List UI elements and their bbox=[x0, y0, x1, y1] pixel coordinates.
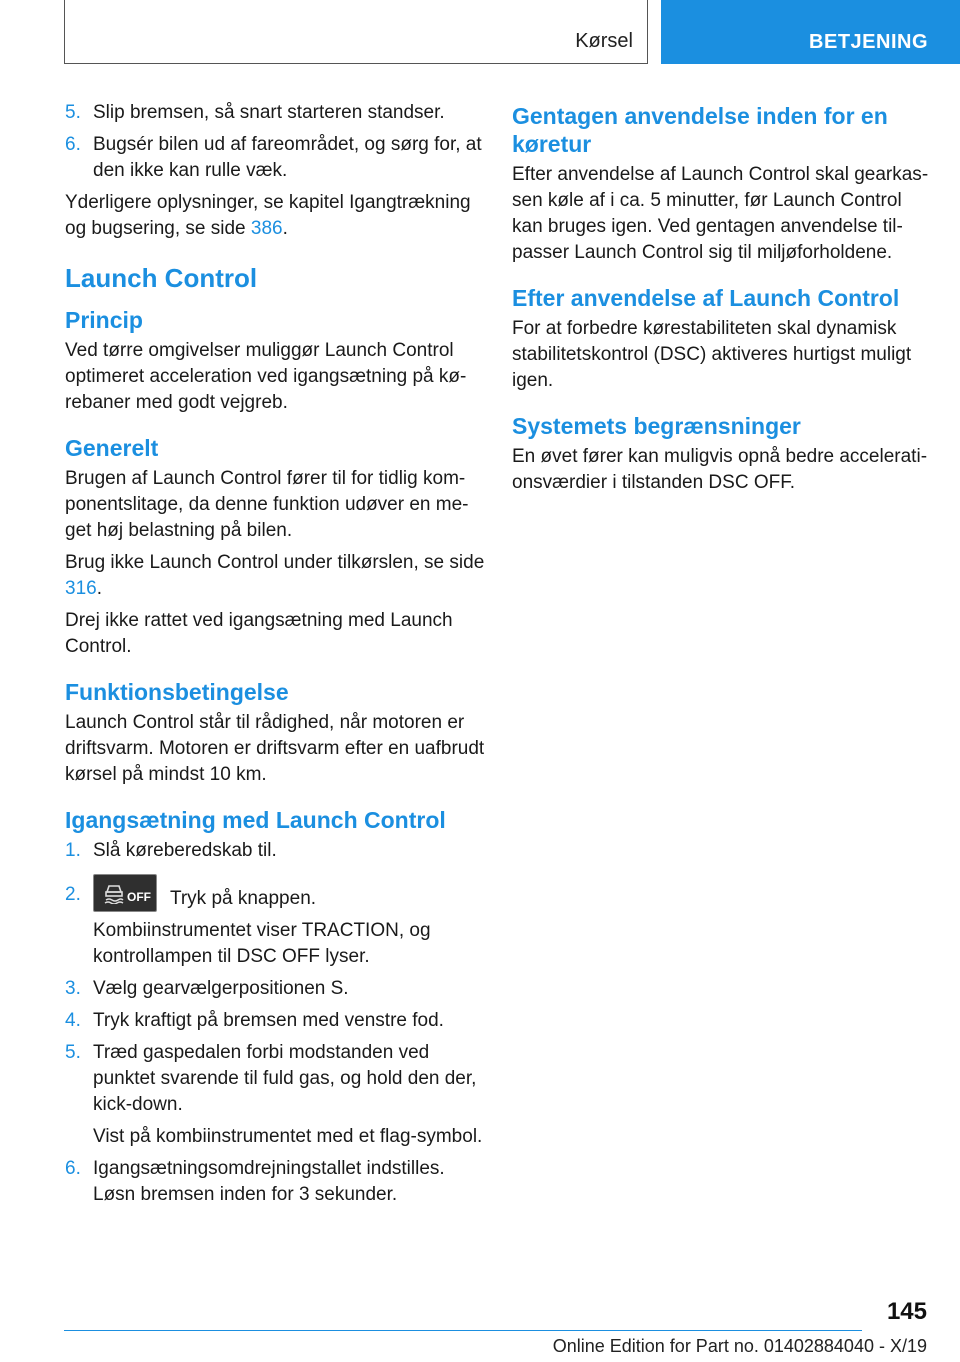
step-number: 6. bbox=[65, 1158, 81, 1179]
step-text: Tryk på knappen. bbox=[169, 888, 317, 909]
princip-text: Ved tørre omgivelser muliggør Launch Control optimeret acceleration ved igangsætning på kørebaner med godt vejgreb. bbox=[65, 340, 467, 413]
header-chapter-tab bbox=[661, 0, 960, 64]
begraensninger-text: En øvet fører kan muligvis opnå bedre accelerationsværdier i tilstanden DSC OFF. bbox=[512, 446, 928, 493]
step-item bbox=[65, 838, 485, 864]
generelt-text-2-body: Brug ikke Launch Control under tilkørslen, se side bbox=[65, 552, 485, 573]
dsc-off-button-icon bbox=[93, 874, 157, 912]
step-item bbox=[65, 1156, 485, 1208]
footer bbox=[0, 1336, 960, 1357]
step-text: Vælg gearvælgerpositionen S. bbox=[93, 978, 349, 999]
step-item bbox=[65, 976, 485, 1002]
step-item bbox=[65, 132, 485, 184]
step-text: Slip bremsen, så snart starteren standser. bbox=[93, 102, 445, 123]
step-number: 4. bbox=[65, 1010, 81, 1031]
page-number: 145 bbox=[886, 1298, 927, 1325]
section-title: Launch Control bbox=[65, 263, 258, 293]
footer-divider bbox=[64, 1330, 862, 1331]
step-item bbox=[65, 100, 485, 126]
step-number: 3. bbox=[65, 978, 81, 999]
step-text: Træd gaspedalen forbi modstanden ved punktet svarende til fuld gas, og hold den der, kick-down. bbox=[93, 1042, 477, 1115]
step-item bbox=[65, 1040, 485, 1118]
page-link-386[interactable]: 386 bbox=[250, 218, 283, 239]
step-text: Bugsér bilen ud af fareområdet, og sørg for, at den ikke kan rulle væk. bbox=[93, 134, 482, 181]
footer-edition: Online Edition for Part no. 01402884040 - X/19 bbox=[552, 1336, 927, 1356]
step-text: Slå køreberedskab til. bbox=[93, 840, 277, 861]
heading-gentagen: Gentagen anvendelse inden for en køretur bbox=[512, 103, 888, 157]
generelt-text-2-end: . bbox=[96, 578, 102, 599]
heading-princip: Princip bbox=[65, 307, 143, 333]
reference-note-text: Yderligere oplysninger, se kapitel Igangtrækning og bugsering, se side bbox=[65, 192, 471, 239]
step-number: 2. bbox=[65, 884, 81, 905]
generelt-text-1: Brugen af Launch Control fører til for tidlig komponentslitage, da denne funktion udøver en meget høj belastning på bilen. bbox=[65, 468, 469, 541]
reference-note-end: . bbox=[282, 218, 288, 239]
page-link-316[interactable]: 316 bbox=[65, 578, 97, 599]
step-number: 1. bbox=[65, 840, 81, 861]
heading-begraensninger: Systemets begrænsninger bbox=[512, 413, 801, 439]
step-subtext: Vist på kombiinstrumentet med et flag-symbol. bbox=[93, 1126, 483, 1147]
heading-igangsaetning: Igangsætning med Launch Control bbox=[65, 807, 446, 833]
gentagen-text: Efter anvendelse af Launch Control skal gearkassen køle af i ca. 5 minutter, før Launch Control kan bruges igen. Ved gentagen anvendelse tilpasser Launch Control sig til miljøforholdene. bbox=[512, 164, 929, 263]
reference-note bbox=[65, 190, 485, 242]
generelt-text-2 bbox=[65, 550, 485, 602]
right-column bbox=[512, 100, 932, 502]
heading-efter: Efter anvendelse af Launch Control bbox=[512, 285, 900, 311]
header-section-box bbox=[64, 0, 648, 64]
step-text: Tryk kraftigt på bremsen med venstre fod. bbox=[93, 1010, 444, 1031]
dsc-off-label: OFF bbox=[127, 890, 151, 904]
traction-car-icon bbox=[102, 880, 126, 904]
generelt-text-3: Drej ikke rattet ved igangsætning med Launch Control. bbox=[65, 610, 453, 657]
step-item bbox=[65, 1008, 485, 1034]
header-section-title: Kørsel bbox=[575, 30, 633, 52]
efter-text: For at forbedre kørestabiliteten skal dynamisk stabilitetskontrol (DSC) aktiveres hurtigst muligt igen. bbox=[512, 318, 912, 391]
header-chapter-label: BETJENING bbox=[809, 31, 928, 53]
step-number: 6. bbox=[65, 134, 81, 155]
heading-generelt: Generelt bbox=[65, 435, 159, 461]
step-number: 5. bbox=[65, 1042, 81, 1063]
step-number: 5. bbox=[65, 102, 81, 123]
step-text: Igangsætningsomdrejningstallet indstilles. Løsn bremsen inden for 3 sekunder. bbox=[93, 1158, 445, 1205]
step-item bbox=[65, 874, 485, 912]
funktion-text: Launch Control står til rådighed, når motoren er driftsvarm. Motoren er driftsvarm efter en uafbrudt kørsel på mindst 10 km. bbox=[65, 712, 485, 785]
step-subtext: Kombiinstrumentet viser TRACTION, og kontrollampen til DSC OFF lyser. bbox=[93, 920, 431, 967]
left-column bbox=[65, 100, 485, 1214]
heading-funktionsbetingelse: Funktionsbetingelse bbox=[65, 679, 289, 705]
